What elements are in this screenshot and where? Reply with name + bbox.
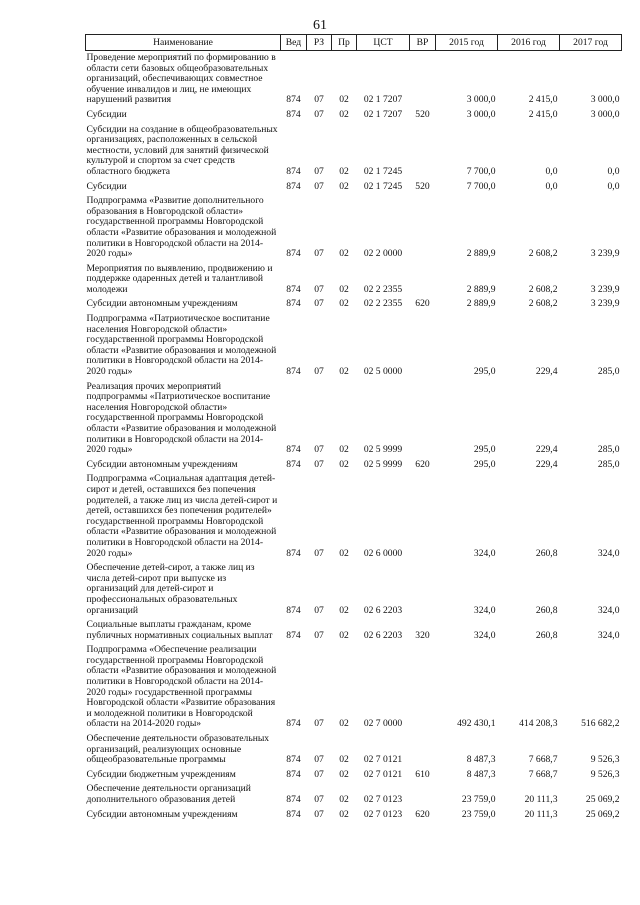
table-row [86, 808, 622, 823]
row-cst: 02 6 0000 [363, 547, 403, 559]
row-vr [410, 123, 436, 180]
row-ved: 874 [286, 768, 301, 780]
row-2015: 295,0 [473, 366, 496, 378]
page-number: 61 [313, 18, 327, 33]
header-2017: 2017 год [560, 35, 622, 51]
row-cst: 02 5 9999 [363, 458, 403, 470]
row-vr: 520 [415, 180, 430, 192]
row-2015: 324,0 [473, 547, 496, 559]
table-header-row [86, 35, 622, 51]
row-rz: 07 [314, 604, 324, 616]
row-rz: 07 [314, 366, 324, 378]
row-ved: 874 [286, 108, 301, 120]
row-pr: 02 [339, 283, 349, 295]
row-cst: 02 1 7207 [363, 108, 403, 120]
table-body [86, 51, 622, 823]
row-cst: 02 1 7245 [363, 165, 403, 177]
table-row [86, 297, 622, 312]
row-cst: 02 7 0121 [363, 754, 403, 766]
header-ved: Вед [281, 35, 307, 51]
row-vr: 620 [415, 458, 430, 470]
row-pr: 02 [339, 629, 349, 641]
row-2017: 324,0 [597, 629, 620, 641]
row-vr [410, 732, 436, 768]
row-ved: 874 [286, 283, 301, 295]
table-row [86, 123, 622, 180]
row-vr [410, 194, 436, 262]
row-name: Проведение мероприятий по формированию в области сети базовых общеобразовательных организаций, обеспечивающих совместное обучение инвалидов и лиц, не имеющих нарушений развития [86, 52, 276, 106]
header-pr: Пр [332, 35, 357, 51]
row-2017: 3 239,9 [590, 248, 620, 260]
row-cst: 02 2 2355 [363, 298, 403, 310]
row-ved: 874 [286, 794, 301, 805]
table-row [86, 180, 622, 195]
row-ved: 874 [286, 808, 301, 820]
row-ved: 874 [286, 547, 301, 559]
table-row [86, 312, 622, 380]
table-row [86, 732, 622, 768]
row-pr: 02 [339, 604, 349, 616]
header-2016: 2016 год [498, 35, 560, 51]
row-rz: 07 [314, 458, 324, 470]
row-cst: 02 5 9999 [363, 444, 403, 456]
row-vr [410, 643, 436, 732]
row-name: Субсидии на создание в общеобразовательных организациях, расположенных в сельской местности, условий для занятий физической культурой и спортом за счет средств областного бюджета [86, 123, 278, 177]
row-rz: 07 [314, 718, 324, 730]
row-2015: 324,0 [473, 604, 496, 616]
row-name: Обеспечение деятельности организаций дополнительного образования детей [86, 783, 251, 805]
row-name: Субсидии [86, 108, 127, 120]
row-2016: 260,8 [535, 547, 558, 559]
row-2015: 3 000,0 [466, 108, 496, 120]
row-ved: 874 [286, 629, 301, 641]
row-name: Социальные выплаты гражданам, кроме публичных нормативных социальных выплат [86, 619, 273, 641]
budget-table [85, 34, 622, 822]
row-2015: 8 487,3 [466, 754, 496, 766]
row-ved: 874 [286, 298, 301, 310]
row-name: Реализация прочих мероприятий подпрограммы «Патриотическое воспитание населения Новгородской области» государственной программы Новгородской области «Развитие образования и молодежной политики в Новгородской области на 2014-2020 годы» [86, 380, 277, 456]
row-2016: 0,0 [545, 180, 558, 192]
table-row [86, 782, 622, 807]
row-name: Подпрограмма «Обеспечение реализации государственной программы Новгородской области «Развитие образования и молодежной политики в Новгородской области на 2014-2020 годы» государственной программы Новгородской области «Развитие образования и молодежной политики в Новгородской области на 2014-2020 годы» [86, 644, 277, 730]
row-cst: 02 1 7207 [363, 94, 403, 106]
row-ved: 874 [286, 444, 301, 456]
row-2016: 0,0 [545, 165, 558, 177]
table-row [86, 380, 622, 458]
row-pr: 02 [339, 794, 349, 805]
row-cst: 02 7 0121 [363, 768, 403, 780]
row-name: Субсидии [86, 180, 127, 192]
row-ved: 874 [286, 248, 301, 260]
row-2015: 295,0 [473, 458, 496, 470]
row-vr [410, 561, 436, 618]
row-ved: 874 [286, 754, 301, 766]
row-vr [410, 380, 436, 458]
row-pr: 02 [339, 366, 349, 378]
row-2016: 7 668,7 [528, 754, 558, 766]
row-name: Обеспечение детей-сирот, а также лиц из числа детей-сирот при выпуске из организаций для детей-сирот и профессиональных образовательных организаций [86, 562, 255, 616]
row-rz: 07 [314, 180, 324, 192]
header-2015: 2015 год [436, 35, 498, 51]
row-2017: 9 526,3 [590, 768, 620, 780]
row-vr: 320 [415, 629, 430, 641]
row-cst: 02 7 0123 [363, 808, 403, 820]
row-pr: 02 [339, 754, 349, 766]
row-2016: 2 415,0 [528, 94, 558, 106]
row-2015: 2 889,9 [466, 283, 496, 295]
row-2016: 229,4 [535, 444, 558, 456]
row-pr: 02 [339, 547, 349, 559]
row-cst: 02 6 2203 [363, 604, 403, 616]
row-pr: 02 [339, 248, 349, 260]
row-pr: 02 [339, 298, 349, 310]
row-cst: 02 2 0000 [363, 248, 403, 260]
row-name: Субсидии бюджетным учреждениям [86, 768, 236, 780]
row-2016: 414 208,3 [519, 718, 558, 730]
row-ved: 874 [286, 165, 301, 177]
table-row [86, 262, 622, 298]
row-cst: 02 5 0000 [363, 366, 403, 378]
row-pr: 02 [339, 768, 349, 780]
row-2016: 7 668,7 [528, 768, 558, 780]
row-2016: 229,4 [535, 458, 558, 470]
row-vr: 620 [415, 808, 430, 820]
row-vr [410, 262, 436, 298]
row-cst: 02 6 2203 [363, 629, 403, 641]
row-2015: 295,0 [473, 444, 496, 456]
row-2017: 25 069,2 [585, 794, 620, 805]
row-name: Подпрограмма «Социальная адаптация детей-сирот и детей, оставшихся без попечения родителей, а также лиц из числа детей-сирот и детей, оставшихся без попечения родителей» государственной программы Новгородской области «Развитие образования и молодежной политики в Новгородской области на 2014-2020 годы» [86, 473, 278, 559]
row-2015: 7 700,0 [466, 180, 496, 192]
row-2015: 3 000,0 [466, 94, 496, 106]
row-name: Подпрограмма «Развитие дополнительного образования в Новгородской области» государственной программы Новгородской области «Развитие образования и молодежной политики в Новгородской области на 2014-2020 годы» [86, 195, 277, 260]
row-cst: 02 7 0123 [363, 794, 403, 805]
row-pr: 02 [339, 808, 349, 820]
row-2017: 3 000,0 [590, 94, 620, 106]
row-ved: 874 [286, 458, 301, 470]
row-2016: 20 111,3 [524, 794, 558, 805]
row-vr [410, 51, 436, 108]
row-2015: 7 700,0 [466, 165, 496, 177]
row-rz: 07 [314, 754, 324, 766]
row-2017: 3 239,9 [590, 283, 620, 295]
row-name: Субсидии автономным учреждениям [86, 458, 238, 470]
row-2017: 285,0 [597, 458, 620, 470]
row-2015: 8 487,3 [466, 768, 496, 780]
row-pr: 02 [339, 94, 349, 106]
row-2017: 25 069,2 [585, 808, 620, 820]
row-rz: 07 [314, 283, 324, 295]
row-2016: 229,4 [535, 366, 558, 378]
row-2015: 23 759,0 [461, 808, 496, 820]
row-vr [410, 782, 436, 807]
row-name: Субсидии автономным учреждениям [86, 808, 238, 820]
row-ved: 874 [286, 94, 301, 106]
row-pr: 02 [339, 165, 349, 177]
row-2015: 23 759,0 [461, 794, 496, 805]
row-2016: 20 111,3 [524, 808, 558, 820]
row-rz: 07 [314, 94, 324, 106]
row-ved: 874 [286, 180, 301, 192]
header-rz: РЗ [307, 35, 332, 51]
row-2017: 3 239,9 [590, 298, 620, 310]
row-vr [410, 472, 436, 561]
row-2017: 324,0 [597, 604, 620, 616]
row-ved: 874 [286, 366, 301, 378]
row-rz: 07 [314, 108, 324, 120]
row-2016: 2 608,2 [528, 298, 558, 310]
row-2016: 260,8 [535, 629, 558, 641]
row-name: Обеспечение деятельности образовательных организаций, реализующих основные общеобразовательные программы [86, 733, 270, 766]
table-row [86, 618, 622, 643]
row-rz: 07 [314, 629, 324, 641]
row-2016: 2 415,0 [528, 108, 558, 120]
table-row [86, 458, 622, 473]
row-name: Мероприятия по выявлению, продвижению и поддержке одаренных детей и талантливой молодежи [86, 262, 273, 295]
row-pr: 02 [339, 108, 349, 120]
row-rz: 07 [314, 444, 324, 456]
row-cst: 02 7 0000 [363, 718, 403, 730]
row-2017: 516 682,2 [581, 718, 620, 730]
header-vr: ВР [410, 35, 436, 51]
row-2015: 492 430,1 [457, 718, 496, 730]
row-2017: 324,0 [597, 547, 620, 559]
table-row [86, 194, 622, 262]
row-rz: 07 [314, 248, 324, 260]
table-row [86, 51, 622, 108]
row-rz: 07 [314, 298, 324, 310]
table-row [86, 643, 622, 732]
row-2015: 2 889,9 [466, 298, 496, 310]
row-name: Субсидии автономным учреждениям [86, 298, 238, 310]
row-pr: 02 [339, 444, 349, 456]
row-pr: 02 [339, 180, 349, 192]
row-cst: 02 2 2355 [363, 283, 403, 295]
row-2016: 2 608,2 [528, 248, 558, 260]
table-row [86, 472, 622, 561]
row-rz: 07 [314, 547, 324, 559]
row-2017: 0,0 [607, 180, 620, 192]
row-2017: 9 526,3 [590, 754, 620, 766]
row-cst: 02 1 7245 [363, 180, 403, 192]
row-rz: 07 [314, 808, 324, 820]
table-row [86, 561, 622, 618]
header-cst: ЦСТ [357, 35, 410, 51]
row-name: Подпрограмма «Патриотическое воспитание населения Новгородской области» государственной программы Новгородской области «Развитие образования и молодежной политики в Новгородской области на 2014-2020 годы» [86, 313, 277, 378]
table-row [86, 108, 622, 123]
header-name: Наименование [86, 35, 281, 51]
row-rz: 07 [314, 165, 324, 177]
row-2017: 285,0 [597, 366, 620, 378]
row-ved: 874 [286, 604, 301, 616]
row-vr [410, 312, 436, 380]
row-2015: 2 889,9 [466, 248, 496, 260]
row-2017: 285,0 [597, 444, 620, 456]
row-2017: 3 000,0 [590, 108, 620, 120]
row-vr: 520 [415, 108, 430, 120]
row-vr: 620 [415, 298, 430, 310]
row-vr: 610 [415, 768, 430, 780]
row-pr: 02 [339, 458, 349, 470]
row-2015: 324,0 [473, 629, 496, 641]
row-ved: 874 [286, 718, 301, 730]
row-2016: 260,8 [535, 604, 558, 616]
row-pr: 02 [339, 718, 349, 730]
row-2017: 0,0 [607, 165, 620, 177]
row-rz: 07 [314, 768, 324, 780]
row-rz: 07 [314, 794, 324, 805]
row-2016: 2 608,2 [528, 283, 558, 295]
table-row [86, 768, 622, 783]
